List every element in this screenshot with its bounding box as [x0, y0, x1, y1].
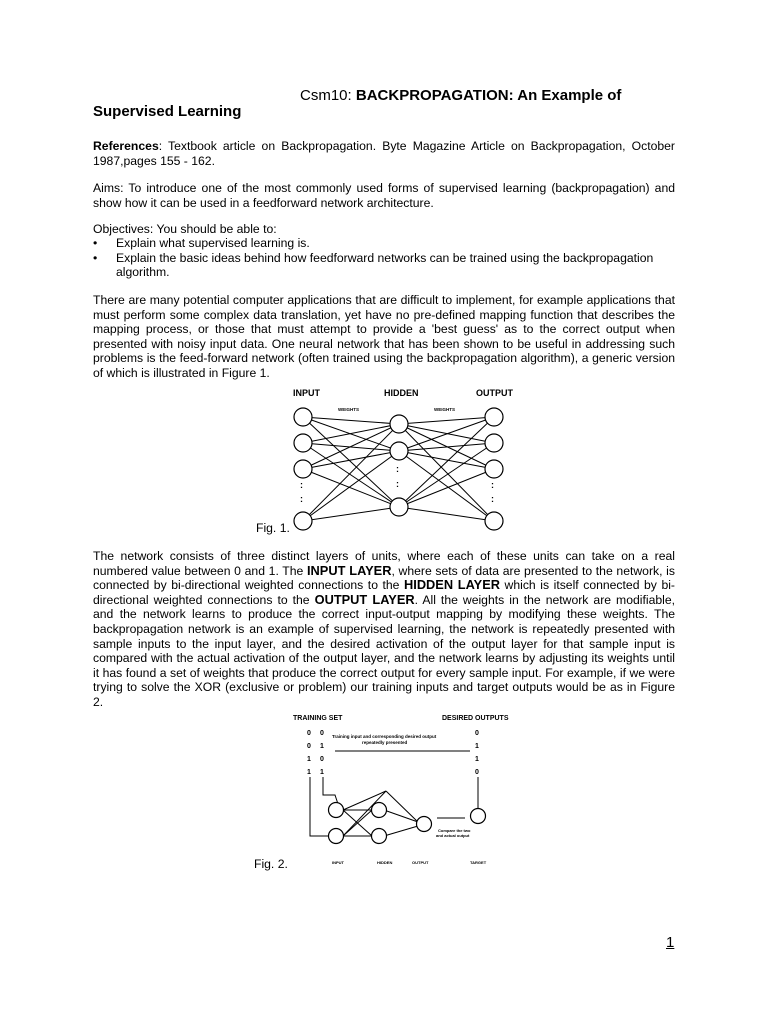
row-3-b: 1: [320, 769, 324, 776]
hidden-node: [390, 442, 408, 460]
hidden-node: [390, 498, 408, 516]
input-node: [329, 829, 344, 844]
output-node: [485, 408, 503, 426]
objectives-list: [93, 236, 675, 280]
weight-connection: [303, 507, 399, 521]
output-node: [485, 434, 503, 452]
figure-1-network-diagram: [280, 384, 520, 532]
references-paragraph: [93, 139, 675, 168]
course-code: Csm10:: [300, 87, 356, 104]
weights-label-2: WEIGHTS: [434, 407, 455, 412]
para-text: The network consists of three distinct layers of units, where each of these units can take on a real numbered value between 0 and 1. The: [93, 549, 675, 578]
ellipsis-hidden: :: [396, 464, 399, 474]
weight-connection: [399, 507, 494, 521]
row-2-a: 1: [307, 756, 311, 763]
page-number: 1: [666, 934, 675, 951]
compare-line-1: Compare the two: [438, 828, 471, 833]
input-node: [294, 460, 312, 478]
hidden-layer-term: HIDDEN LAYER: [404, 577, 500, 593]
weight-connection: [399, 424, 494, 521]
compare-line-2: and actual output: [436, 833, 470, 838]
hidden-node: [372, 829, 387, 844]
output-node: [417, 817, 432, 832]
para-text: , where sets of data are presented to the network, is connected by bi-directional weighted connections to the: [93, 563, 675, 593]
output-layer-term: OUTPUT LAYER: [314, 591, 415, 607]
title-main: BACKPROPAGATION: An Example of: [355, 87, 622, 104]
bottom-label-input: INPUT: [332, 860, 344, 865]
title-line-1: [300, 87, 621, 104]
output-label: OUTPUT: [476, 388, 513, 398]
para-text: . All the weights in the network are modifiable, and the network learns to produce the correct input-output mapping by modifying these weights. The backpropagation network is an example of supervised learning, the network is repeatedly presented with sample inputs to the input layer, and the desired activation of the output layer for that sample input is compared with the actual activation of the output layer, and the network learns by adjusting its weights until it has found a set of weights that produce the correct output for every sample input. For example, if we were trying to solve the XOR (exclusive or problem) our training inputs and target outputs would be as in Figure 2.: [93, 592, 675, 709]
weight-connection: [303, 424, 399, 521]
note-line-2: repeatedly presented: [362, 740, 408, 745]
input-layer-term: INPUT LAYER: [307, 562, 392, 578]
bullet-icon: •: [93, 250, 98, 265]
objectives-intro: Objectives: You should be able to:: [93, 222, 277, 236]
references-label: References: [93, 139, 159, 153]
weight-connection: [303, 417, 399, 424]
output-node: [485, 460, 503, 478]
aims-paragraph: Aims: To introduce one of the most commonly used forms of supervised learning (backpropagation) and show how it can be used in a feedforward network architecture.: [93, 181, 675, 210]
ellipsis-output: :: [491, 480, 494, 490]
input-node: [329, 803, 344, 818]
wire-b: [323, 777, 338, 804]
figure-2-caption: Fig. 2.: [254, 857, 288, 871]
target-node: [471, 809, 486, 824]
ellipsis-output-2: :: [491, 494, 494, 504]
xor-training-diagram: [290, 710, 520, 870]
weight-connection: [399, 451, 494, 469]
ellipsis-input: :: [300, 480, 303, 490]
row-1-out: 1: [475, 743, 479, 750]
weight-connection: [399, 417, 494, 424]
row-1-b: 1: [320, 743, 324, 750]
list-item: [93, 236, 675, 251]
weight-connection: [303, 424, 399, 443]
bottom-label-output: OUTPUT: [412, 860, 429, 865]
figure-1-caption: Fig. 1.: [256, 521, 290, 535]
input-node: [294, 512, 312, 530]
input-label: INPUT: [293, 388, 320, 398]
output-node: [485, 512, 503, 530]
objective-text: Explain what supervised learning is.: [116, 236, 310, 250]
row-1-a: 0: [307, 743, 311, 750]
objective-text: Explain the basic ideas behind how feedforward networks can be trained using the backpropagation algorithm.: [116, 250, 654, 280]
hidden-node: [390, 415, 408, 433]
figure-2-xor-training: [290, 710, 520, 870]
note-line-1: Training input and corresponding desired output: [332, 734, 437, 739]
weight-connection: [399, 417, 494, 451]
hidden-node: [372, 803, 387, 818]
bottom-label-hidden: HIDDEN: [377, 860, 393, 865]
network-paragraph: [93, 549, 675, 710]
references-text: : Textbook article on Backpropagation. Byte Magazine Article on Backpropagation, October 1987,pages 155 - 162.: [93, 139, 675, 168]
desired-outputs-label: DESIRED OUTPUTS: [442, 715, 509, 722]
weight-connection: [303, 451, 399, 469]
row-0-a: 0: [307, 730, 311, 737]
wire-a: [310, 777, 330, 836]
bottom-label-target: TARGET: [470, 860, 487, 865]
network-diagram: [280, 384, 520, 532]
input-node: [294, 434, 312, 452]
row-2-out: 1: [475, 756, 479, 763]
bullet-icon: •: [93, 236, 98, 250]
intro-paragraph: There are many potential computer applications that are difficult to implement, for example applications that must perform some complex data translation, yet have no pre-defined mapping function that describes the mapping process, or those that must attempt to provide a 'best guess' as to the correct output when presented with noisy input data. One neural network that has been shown to be useful in addressing such problems is the feed-forward network (often trained using the backpropagation algorithm), a generic version of which is illustrated in Figure 1.: [93, 293, 675, 380]
row-2-b: 0: [320, 756, 324, 763]
training-set-label: TRAINING SET: [293, 715, 343, 722]
row-3-out: 0: [475, 769, 479, 776]
row-3-a: 1: [307, 769, 311, 776]
ellipsis-hidden-2: :: [396, 479, 399, 489]
hidden-label: HIDDEN: [384, 388, 419, 398]
input-node: [294, 408, 312, 426]
weights-label-1: WEIGHTS: [338, 407, 359, 412]
list-item: [93, 251, 675, 280]
row-0-b: 0: [320, 730, 324, 737]
ellipsis-input-2: :: [300, 494, 303, 504]
row-0-out: 0: [475, 730, 479, 737]
weight-connection: [399, 443, 494, 451]
para-text: which is itself connected by bi-directional weighted connections to the: [93, 578, 675, 607]
title-line-2: Supervised Learning: [93, 103, 242, 120]
